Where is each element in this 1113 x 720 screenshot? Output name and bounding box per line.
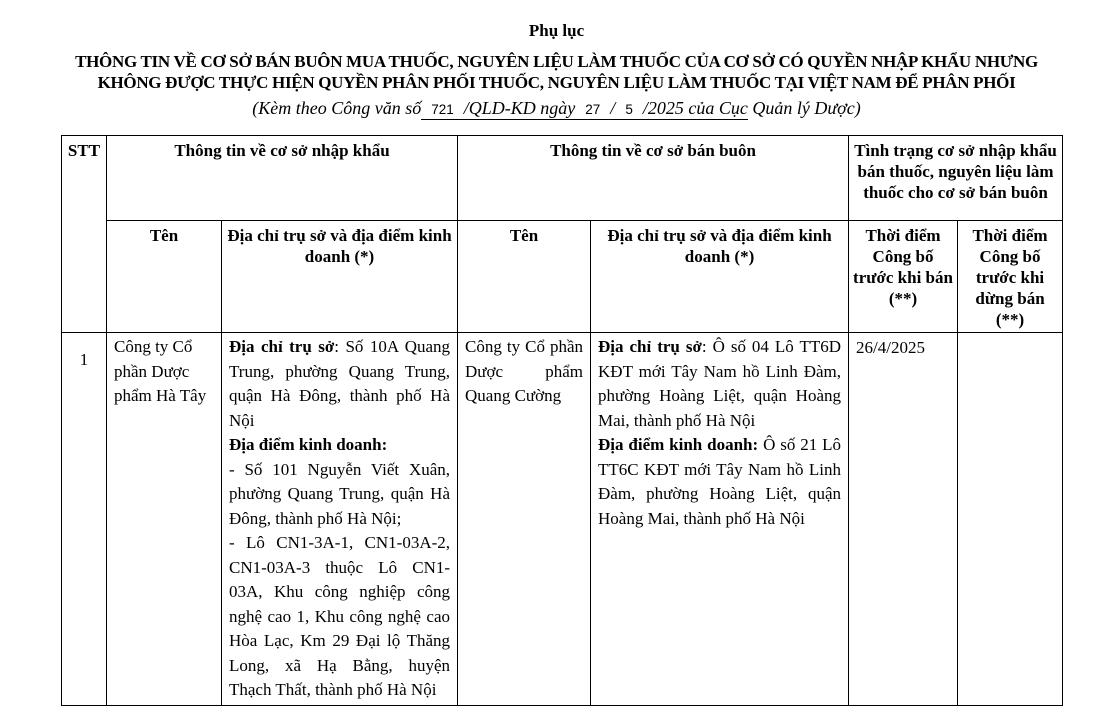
column-header-wholesale-name: Tên — [458, 221, 591, 333]
document-number: 721 — [431, 102, 454, 117]
wholesale-office-address-value: : Ô số 04 Lô TT6D KĐT mới Tây Nam hồ Linh Đàm, phường Hoàng Liệt, quận Hoàng Mai, thành phố Hà Nội — [598, 337, 842, 430]
column-header-wholesale-address: Địa chỉ trụ sở và địa điểm kinh doanh (*) — [591, 221, 849, 333]
import-business-locations-label: Địa điểm kinh doanh: — [229, 435, 388, 454]
wholesale-business-location-label: Địa điểm kinh doanh: — [598, 435, 759, 454]
import-business-location-1: - Số 101 Nguyễn Viết Xuân, phường Quang Trung, quận Hà Đông, thành phố Hà Nội; — [229, 459, 451, 528]
subtitle-prefix: (Kèm theo Công văn số — [252, 98, 422, 118]
document-heading: THÔNG TIN VỀ CƠ SỞ BÁN BUÔN MUA THUỐC, NGUYÊN LIỆU LÀM THUỐC CỦA CƠ SỞ CÓ QUYỀN NHẬP KHẨU NHƯNG KHÔNG ĐƯỢC THỰC HIỆN QUYỀN PHÂN PHỐI THUỐC, NGUYÊN LIỆU LÀM THUỐC TẠI VIỆT NAM ĐỂ PHÂN PHỐI — [75, 52, 1038, 92]
appendix-title: Phụ lục — [528, 21, 585, 40]
import-office-address — [229, 335, 450, 433]
document-month: 5 — [625, 102, 633, 117]
import-company-name: Công ty Cổ phần Dược phẩm Hà Tây — [107, 333, 222, 706]
subtitle-year-issuer: /2025 của Cục — [642, 98, 748, 118]
group-header-import-info: Thông tin về cơ sở nhập khẩu — [107, 136, 458, 221]
wholesale-company-address — [591, 333, 849, 706]
subtitle-slash: / — [610, 98, 616, 118]
import-office-address-label: Địa chỉ trụ sở — [229, 337, 335, 356]
wholesale-office-address — [598, 335, 841, 433]
wholesale-company-name: Công ty Cổ phần Dược phẩm Quang Cường — [458, 333, 591, 706]
document-day: 27 — [585, 102, 601, 117]
column-header-announce-before-stop: Thời điểm Công bố trước khi dừng bán (**) — [958, 221, 1063, 333]
subtitle-symbol: /QLD-KD ngày — [463, 98, 576, 118]
wholesale-office-address-label: Địa chỉ trụ sở — [598, 337, 702, 356]
row-stt: 1 — [62, 333, 107, 706]
column-header-stt: STT — [62, 136, 107, 333]
import-office-address-value: : Số 10A Quang Trung, phường Quang Trung, quận Hà Đông, thành phố Hà Nội — [229, 337, 451, 430]
announce-before-stop-date — [958, 333, 1063, 706]
import-business-locations-label-line — [229, 433, 450, 458]
announce-before-sale-date: 26/4/2025 — [849, 333, 958, 706]
group-header-wholesale-info: Thông tin về cơ sở bán buôn — [458, 136, 849, 221]
subtitle-underlined-blank — [421, 98, 748, 120]
group-header-status: Tình trạng cơ sở nhập khẩu bán thuốc, nguyên liệu làm thuốc cho cơ sở bán buôn — [849, 136, 1063, 221]
table-group-header-row — [62, 136, 1063, 221]
column-header-announce-before-sale: Thời điểm Công bố trước khi bán (**) — [849, 221, 958, 333]
column-header-import-name: Tên — [107, 221, 222, 333]
column-header-import-address: Địa chỉ trụ sở và địa điểm kinh doanh (*) — [222, 221, 458, 333]
table-row — [62, 333, 1063, 706]
subtitle-suffix: Quản lý Dược) — [752, 98, 861, 118]
import-business-location-2: - Lô CN1-3A-1, CN1-03A-2, CN1-03A-3 thuộc Lô CN1-03A, Khu công nghiệp công nghệ cao 1, Khu công nghệ cao Hòa Lạc, Km 29 Đại lộ Thăng Long, xã Hạ Bằng, huyện Thạch Thất, thành phố Hà Nội — [229, 533, 451, 699]
wholesale-business-location-value: Ô số 21 Lô TT6C KĐT mới Tây Nam hồ Linh Đàm, phường Hoàng Liệt, quận Hoàng Mai, thành phố Hà Nội — [598, 435, 842, 528]
table-sub-header-row — [62, 221, 1063, 333]
document-subtitle — [0, 96, 1113, 122]
wholesale-business-location — [598, 433, 841, 531]
import-company-address — [222, 333, 458, 706]
wholesale-info-table — [61, 135, 1063, 706]
